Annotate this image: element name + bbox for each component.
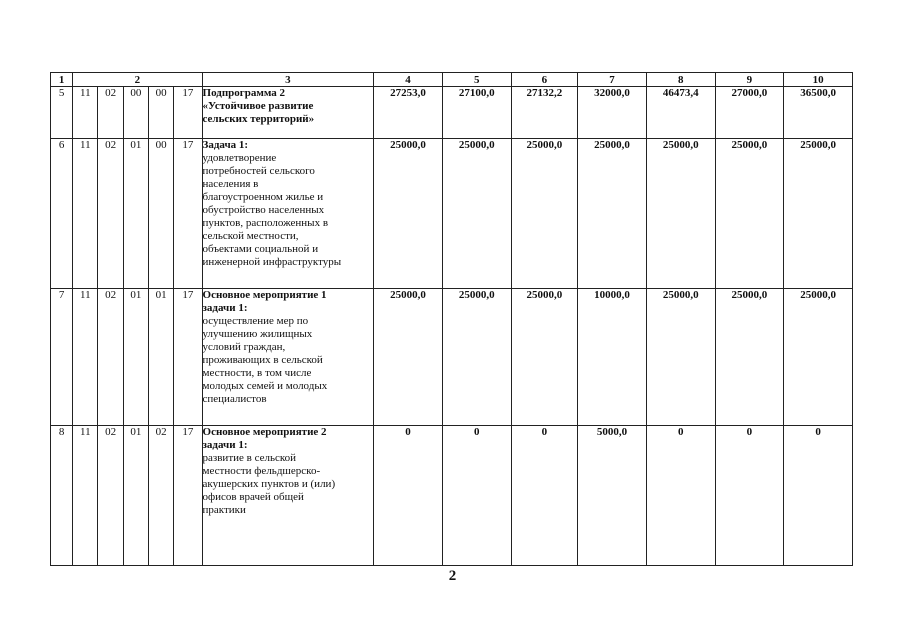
code-cell: 02	[98, 139, 123, 289]
description-cell	[202, 426, 374, 566]
value-cell: 0	[784, 426, 853, 566]
description-cell	[202, 139, 374, 289]
header-cell: 6	[511, 73, 578, 87]
budget-table	[50, 72, 853, 566]
code-cell: 02	[98, 289, 123, 426]
description-title: Основное мероприятие 2 задачи 1:	[202, 426, 327, 451]
row-number-cell: 5	[51, 87, 73, 139]
value-cell: 25000,0	[511, 139, 578, 289]
header-cell: 10	[784, 73, 853, 87]
value-cell: 25000,0	[442, 289, 511, 426]
row-number-cell: 7	[51, 289, 73, 426]
code-cell: 00	[148, 139, 173, 289]
value-cell: 25000,0	[374, 139, 443, 289]
row-number-cell: 6	[51, 139, 73, 289]
header-cell: 9	[715, 73, 784, 87]
description-cell	[202, 87, 374, 139]
value-cell: 25000,0	[715, 289, 784, 426]
code-cell: 02	[98, 426, 123, 566]
value-cell: 0	[442, 426, 511, 566]
value-cell: 0	[715, 426, 784, 566]
description-title: Основное мероприятие 1 задачи 1:	[202, 289, 327, 314]
code-cell: 01	[123, 426, 148, 566]
table-body	[51, 73, 853, 566]
table-row	[51, 289, 853, 426]
value-cell: 25000,0	[578, 139, 647, 289]
code-cell: 11	[73, 139, 98, 289]
code-cell: 17	[174, 426, 202, 566]
code-cell: 02	[148, 426, 173, 566]
description-title: Подпрограмма 2 «Устойчивое развитие сельских территорий»	[202, 87, 315, 125]
header-cell: 4	[374, 73, 443, 87]
code-cell: 11	[73, 87, 98, 139]
value-cell: 46473,4	[646, 87, 715, 139]
value-cell: 27132,2	[511, 87, 578, 139]
code-cell: 01	[123, 289, 148, 426]
header-cell: 7	[578, 73, 647, 87]
page-number: 2	[448, 568, 457, 584]
value-cell: 25000,0	[442, 139, 511, 289]
value-cell: 32000,0	[578, 87, 647, 139]
description-text: развитие в сельской местности фельдшерско- акушерских пунктов и (или) офисов врачей общей практики	[202, 452, 336, 516]
row-number-cell: 8	[51, 426, 73, 566]
value-cell: 5000,0	[578, 426, 647, 566]
header-cell: 2	[73, 73, 202, 87]
code-cell: 11	[73, 426, 98, 566]
table-row	[51, 426, 853, 566]
value-cell: 25000,0	[784, 289, 853, 426]
value-cell: 27100,0	[442, 87, 511, 139]
value-cell: 0	[511, 426, 578, 566]
value-cell: 36500,0	[784, 87, 853, 139]
value-cell: 25000,0	[511, 289, 578, 426]
value-cell: 0	[374, 426, 443, 566]
header-cell: 1	[51, 73, 73, 87]
header-cell: 5	[442, 73, 511, 87]
table-row	[51, 87, 853, 139]
code-cell: 01	[148, 289, 173, 426]
table-row	[51, 139, 853, 289]
value-cell: 25000,0	[784, 139, 853, 289]
code-cell: 00	[123, 87, 148, 139]
code-cell: 17	[174, 87, 202, 139]
table-header-row	[51, 73, 853, 87]
value-cell: 27253,0	[374, 87, 443, 139]
value-cell: 10000,0	[578, 289, 647, 426]
code-cell: 01	[123, 139, 148, 289]
value-cell: 0	[646, 426, 715, 566]
description-text: осуществление мер по улучшению жилищных условий граждан, проживающих в сельской местности, в том числе молодых семей и молодых специалистов	[202, 315, 328, 405]
description-title: Задача 1:	[202, 139, 249, 151]
code-cell: 11	[73, 289, 98, 426]
value-cell: 25000,0	[715, 139, 784, 289]
code-cell: 17	[174, 139, 202, 289]
header-cell: 8	[646, 73, 715, 87]
code-cell: 02	[98, 87, 123, 139]
value-cell: 27000,0	[715, 87, 784, 139]
description-text: удовлетворение потребностей сельского населения в благоустроенном жилье и обустройство населенных пунктов, расположенных в сельской местности, объектами социальной и инженерной инфраструктуры	[202, 152, 342, 268]
value-cell: 25000,0	[646, 289, 715, 426]
code-cell: 17	[174, 289, 202, 426]
code-cell: 00	[148, 87, 173, 139]
value-cell: 25000,0	[374, 289, 443, 426]
description-cell	[202, 289, 374, 426]
header-cell: 3	[202, 73, 374, 87]
value-cell: 25000,0	[646, 139, 715, 289]
